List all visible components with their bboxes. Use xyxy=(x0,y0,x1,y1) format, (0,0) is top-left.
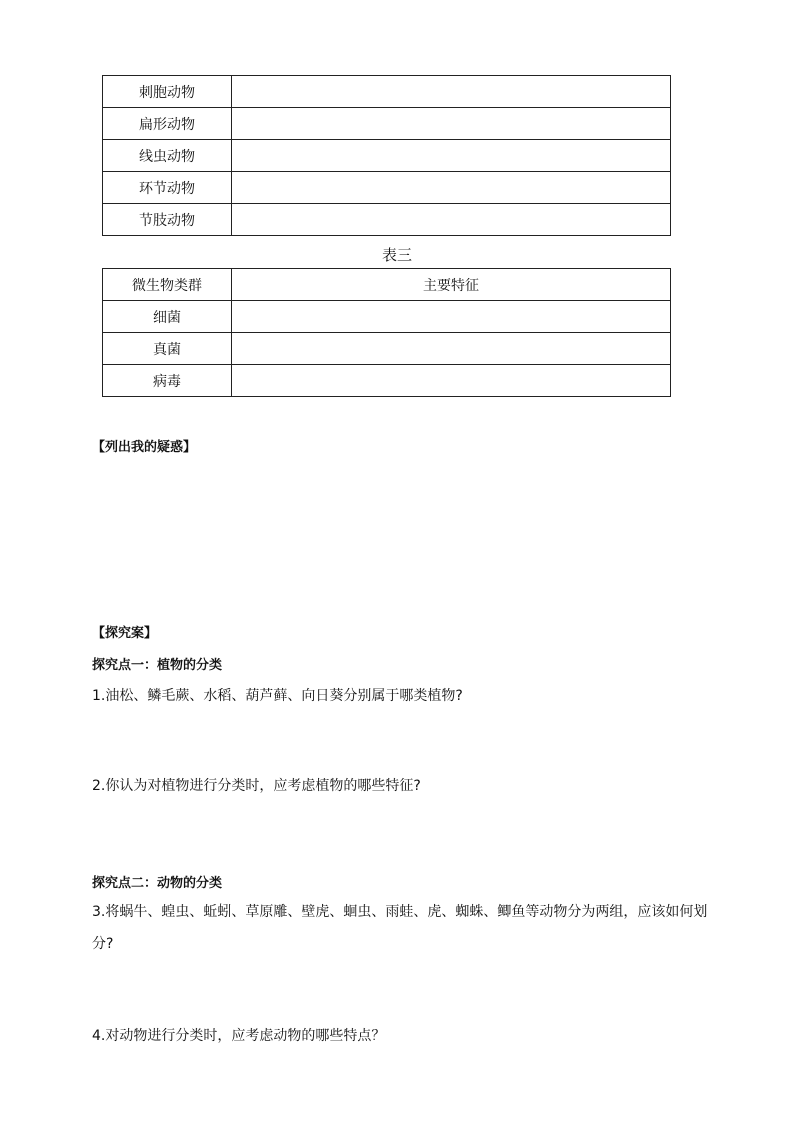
question-three-line-two: 分? xyxy=(92,936,114,952)
group-cell: 扁形动物 xyxy=(103,108,232,140)
question-three xyxy=(92,896,712,960)
question-four: 4.对动物进行分类时，应考虑动物的哪些特点？ xyxy=(92,1028,386,1044)
header-feature-cell: 主要特征 xyxy=(232,269,671,301)
group-cell: 线虫动物 xyxy=(103,140,232,172)
feature-cell[interactable] xyxy=(232,365,671,397)
group-cell: 刺胞动物 xyxy=(103,76,232,108)
question-three-line-one: 3.将蜗牛、蝗虫、蚯蚓、草原雕、壁虎、蛔虫、雨蛙、虎、蜘蛛、鲫鱼等动物分为两组，应该如何划 xyxy=(92,904,708,920)
table-row xyxy=(103,172,671,204)
feature-cell[interactable] xyxy=(232,140,671,172)
doubts-heading: 【列出我的疑惑】 xyxy=(92,440,197,455)
table-row xyxy=(103,108,671,140)
table-row xyxy=(103,365,671,397)
explore-point-one-title: 探究点一：植物的分类 xyxy=(92,658,223,673)
feature-cell[interactable] xyxy=(232,76,671,108)
explore-point-two-title: 探究点二：动物的分类 xyxy=(92,876,223,891)
question-two: 2.你认为对植物进行分类时，应考虑植物的哪些特征? xyxy=(92,778,421,794)
table-row xyxy=(103,204,671,236)
table-header-row xyxy=(103,269,671,301)
table-row xyxy=(103,140,671,172)
group-cell: 真菌 xyxy=(103,333,232,365)
group-cell: 细菌 xyxy=(103,301,232,333)
group-cell: 病毒 xyxy=(103,365,232,397)
animal-groups-table xyxy=(102,75,671,236)
group-cell: 节肢动物 xyxy=(103,204,232,236)
table-row xyxy=(103,301,671,333)
microbe-groups-table xyxy=(102,268,671,397)
group-cell: 环节动物 xyxy=(103,172,232,204)
table-three-caption: 表三 xyxy=(381,246,412,264)
header-group-cell: 微生物类群 xyxy=(103,269,232,301)
feature-cell[interactable] xyxy=(232,301,671,333)
feature-cell[interactable] xyxy=(232,172,671,204)
question-one: 1.油松、鳞毛蕨、水稻、葫芦藓、向日葵分别属于哪类植物? xyxy=(92,688,463,704)
feature-cell[interactable] xyxy=(232,333,671,365)
explore-heading: 【探究案】 xyxy=(92,626,158,641)
table-row xyxy=(103,333,671,365)
table-row xyxy=(103,76,671,108)
feature-cell[interactable] xyxy=(232,204,671,236)
feature-cell[interactable] xyxy=(232,108,671,140)
